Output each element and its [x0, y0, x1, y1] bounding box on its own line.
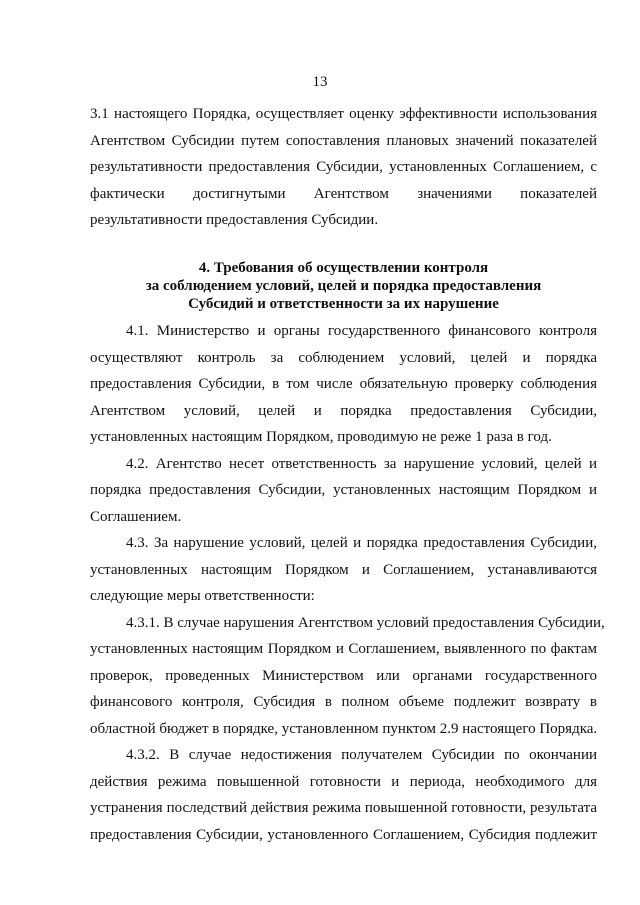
page-number: 13: [312, 74, 328, 90]
text-line: результативности предоставления Субсидии, установленных Соглашением, с: [90, 159, 597, 175]
text-line: фактически достигнутыми Агентством значениями показателей: [90, 185, 597, 202]
text-line: Соглашением.: [90, 508, 182, 525]
text-line: следующие меры ответственности:: [90, 588, 315, 604]
text-line: предоставления Субсидии, установленного Соглашением, Субсидия подлежит: [90, 826, 597, 843]
text-line: финансового контроля, Субсидия в полном объеме подлежит возврату в: [90, 694, 597, 710]
intro-paragraph: [90, 101, 597, 234]
heading-line: Субсидий и ответственности за их нарушение: [188, 296, 499, 312]
text-line: предоставления Субсидии, в том числе обязательную проверку соблюдения: [90, 376, 597, 392]
text-line: 4.2. Агентство несет ответственность за нарушение условий, целей и: [126, 455, 597, 472]
text-line: порядка предоставления Субсидии, установленных настоящим Порядком и: [90, 482, 597, 498]
text-line: 4.3.2. В случае недостижения получателем Субсидии по окончании: [126, 747, 597, 763]
text-line: установленных настоящим Порядком, проводимую не реже 1 раза в год.: [90, 429, 552, 445]
section-body: [90, 318, 605, 848]
text-line: областной бюджет в порядке, установленном пунктом 2.9 настоящего Порядка.: [90, 720, 598, 737]
text-line: 4.3. За нарушение условий, целей и порядка предоставления Субсидии,: [126, 535, 597, 551]
text-line: Агентством Субсидии путем сопоставления плановых значений показателей: [90, 132, 597, 149]
text-line: устранения последствий действия режима повышенной готовности, результата: [90, 800, 597, 816]
text-line: осуществляют контроль за соблюдением условий, целей и порядка: [90, 349, 597, 366]
text-line: действия режима повышенной готовности и периода, необходимого для: [90, 773, 597, 790]
text-line: результативности предоставления Субсидии.: [90, 212, 379, 228]
section-heading: [90, 259, 597, 313]
text-line: установленных настоящим Порядком и Соглашением, выявленного по фактам: [90, 641, 597, 657]
text-line: установленных настоящим Порядком и Соглашением, устанавливаются: [90, 561, 597, 578]
text-line: Агентством условий, целей и порядка предоставления Субсидии,: [90, 402, 597, 419]
heading-line: за соблюдением условий, целей и порядка предоставления: [145, 278, 542, 294]
text-line: 4.1. Министерство и органы государственного финансового контроля: [126, 323, 597, 339]
text-line: 4.3.1. В случае нарушения Агентством условий предоставления Субсидии,: [126, 614, 605, 631]
text-line: 3.1 настоящего Порядка, осуществляет оценку эффективности использования: [90, 106, 597, 122]
text-line: проверок, проведенных Министерством или органами государственного: [90, 667, 597, 684]
heading-line: 4. Требования об осуществлении контроля: [198, 260, 489, 276]
